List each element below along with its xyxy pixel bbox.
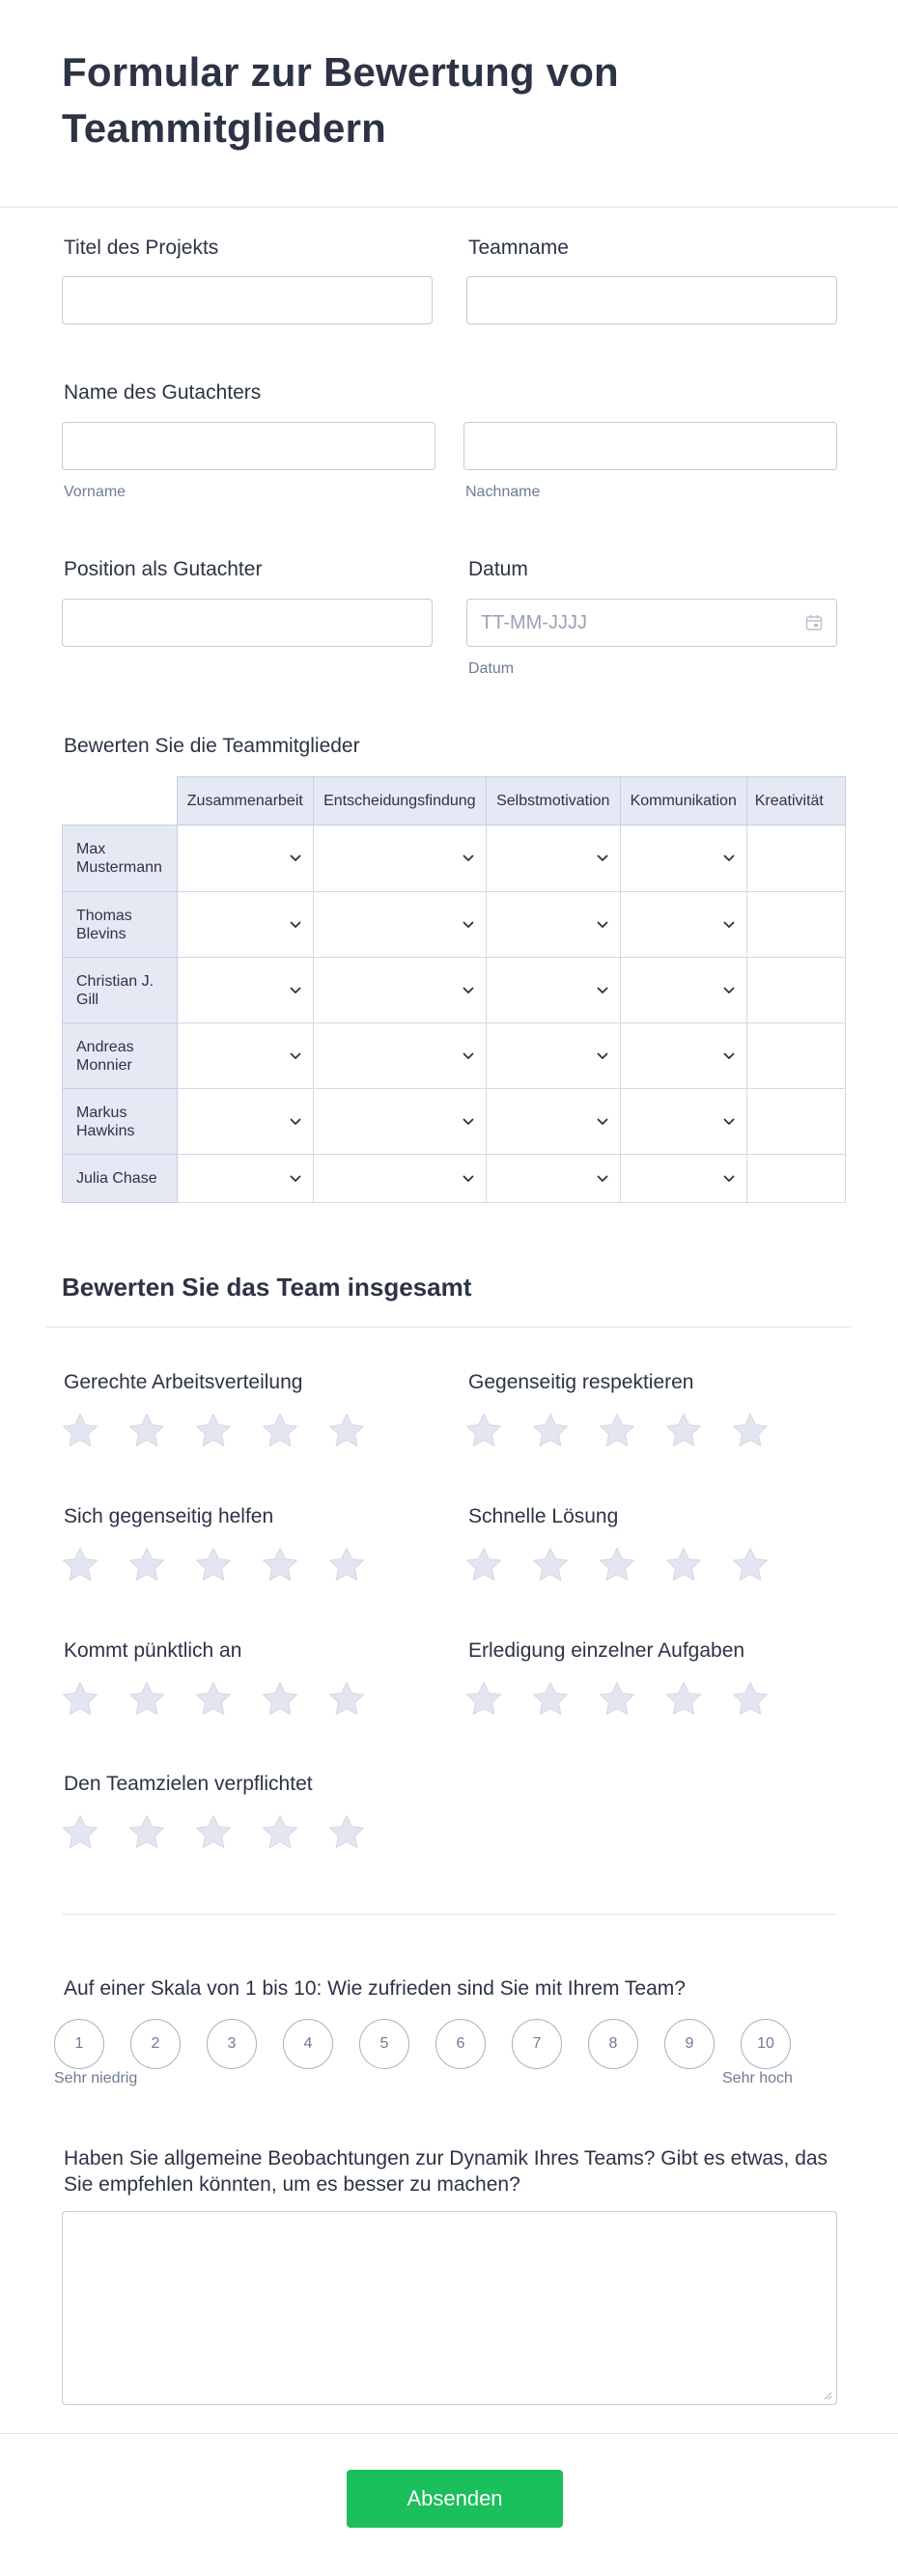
matrix-select[interactable] <box>486 1023 620 1089</box>
rating-label: Gegenseitig respektieren <box>468 1371 694 1393</box>
matrix-select[interactable] <box>313 958 486 1023</box>
matrix-row <box>63 1023 846 1089</box>
star-icon[interactable] <box>731 1412 770 1450</box>
chevron-down-icon <box>290 921 301 929</box>
star-icon[interactable] <box>464 1546 503 1584</box>
star-icon[interactable] <box>194 1412 233 1450</box>
star-rating[interactable] <box>464 1546 770 1584</box>
chevron-down-icon <box>290 1052 301 1060</box>
matrix-select[interactable] <box>313 826 486 892</box>
matrix-corner <box>63 777 178 826</box>
matrix-row-header: Andreas Monnier <box>63 1023 178 1089</box>
matrix-column-header: Entscheidungsfindung <box>313 777 486 826</box>
project-title-input[interactable] <box>63 277 432 323</box>
scale-low-label: Sehr niedrig <box>54 2070 138 2086</box>
star-rating[interactable] <box>464 1412 770 1450</box>
matrix-row-header: Christian J. Gill <box>63 958 178 1023</box>
observations-field[interactable] <box>62 2211 837 2405</box>
star-icon[interactable] <box>194 1680 233 1719</box>
matrix-select[interactable] <box>177 892 313 958</box>
matrix-select[interactable] <box>313 1155 486 1203</box>
chevron-down-icon <box>290 854 301 862</box>
last-name-sublabel: Nachname <box>465 484 541 500</box>
last-name-field[interactable] <box>463 422 837 470</box>
section-divider <box>62 1914 837 1915</box>
form-title: Formular zur Bewertung von Teammitgliedern <box>62 49 619 151</box>
rating-label: Kommt pünktlich an <box>64 1639 242 1662</box>
member-rating-matrix[interactable] <box>62 776 846 1203</box>
star-icon[interactable] <box>598 1680 636 1719</box>
star-icon[interactable] <box>61 1680 99 1719</box>
rating-label: Den Teamzielen verpflichtet <box>64 1773 313 1795</box>
matrix-select[interactable] <box>177 1023 313 1089</box>
matrix-select[interactable] <box>746 1155 845 1203</box>
rating-label: Sich gegenseitig helfen <box>64 1505 274 1527</box>
date-sublabel: Datum <box>468 660 515 677</box>
star-rating[interactable] <box>61 1546 366 1584</box>
scale-label: Auf einer Skala von 1 bis 10: Wie zufrieden sind Sie mit Ihrem Team? <box>64 1977 686 2000</box>
scale-option[interactable]: 1 <box>54 2019 104 2069</box>
chevron-down-icon <box>723 921 735 929</box>
star-icon[interactable] <box>127 1813 166 1852</box>
matrix-select[interactable] <box>313 892 486 958</box>
team-name-label: Teamname <box>468 237 569 259</box>
matrix-select[interactable] <box>620 1155 746 1203</box>
satisfaction-scale[interactable] <box>54 2019 791 2069</box>
team-name-field[interactable] <box>466 276 837 324</box>
matrix-select[interactable] <box>620 958 746 1023</box>
scale-option[interactable]: 8 <box>588 2019 638 2069</box>
matrix-select[interactable] <box>177 1155 313 1203</box>
matrix-row <box>63 892 846 958</box>
scale-option[interactable]: 9 <box>664 2019 715 2069</box>
star-icon[interactable] <box>61 1412 99 1450</box>
chevron-down-icon <box>723 987 735 994</box>
rating-label: Schnelle Lösung <box>468 1505 619 1527</box>
chevron-down-icon <box>723 1175 735 1183</box>
matrix-row-header: Julia Chase <box>63 1155 178 1203</box>
matrix-column-header: Kommunikation <box>620 777 746 826</box>
star-rating[interactable] <box>61 1680 366 1719</box>
scale-option[interactable]: 5 <box>359 2019 409 2069</box>
matrix-row-header: Thomas Blevins <box>63 892 178 958</box>
chevron-down-icon <box>463 921 474 929</box>
matrix-select[interactable] <box>313 1023 486 1089</box>
matrix-column-header: Kreativität <box>746 777 845 826</box>
reviewer-position-input[interactable] <box>63 600 432 646</box>
team-section-title: Bewerten Sie das Team insgesamt <box>62 1273 472 1302</box>
first-name-field[interactable] <box>62 422 435 470</box>
star-icon[interactable] <box>127 1412 166 1450</box>
matrix-column-header: Selbstmotivation <box>486 777 620 826</box>
project-title-field[interactable] <box>62 276 433 324</box>
observations-textarea[interactable] <box>63 2212 836 2404</box>
matrix-select[interactable] <box>620 826 746 892</box>
matrix-select[interactable] <box>177 826 313 892</box>
star-icon[interactable] <box>327 1412 366 1450</box>
matrix-row-header: Markus Hawkins <box>63 1089 178 1155</box>
chevron-down-icon <box>723 1052 735 1060</box>
chevron-down-icon <box>597 1052 608 1060</box>
matrix-row <box>63 826 846 892</box>
observations-label: Haben Sie allgemeine Beobachtungen zur Dynamik Ihres Teams? Gibt es etwas, das Sie empfehlen könnten, um es besser zu machen? <box>64 2147 828 2196</box>
star-icon[interactable] <box>261 1412 299 1450</box>
matrix-table <box>62 776 846 1203</box>
star-rating[interactable] <box>61 1412 366 1450</box>
star-icon[interactable] <box>664 1546 703 1584</box>
matrix-select[interactable] <box>746 1023 845 1089</box>
calendar-icon[interactable] <box>805 614 823 631</box>
star-icon[interactable] <box>261 1680 299 1719</box>
last-name-input[interactable] <box>464 423 836 469</box>
star-icon[interactable] <box>327 1546 366 1584</box>
chevron-down-icon <box>290 1175 301 1183</box>
project-title-label: Titel des Projekts <box>64 237 219 259</box>
matrix-row-header: Max Mustermann <box>63 826 178 892</box>
matrix-select[interactable] <box>746 1089 845 1155</box>
scale-option[interactable]: 6 <box>435 2019 486 2069</box>
star-icon[interactable] <box>194 1813 233 1852</box>
star-icon[interactable] <box>261 1546 299 1584</box>
chevron-down-icon <box>463 987 474 994</box>
matrix-select[interactable] <box>620 1023 746 1089</box>
chevron-down-icon <box>597 921 608 929</box>
star-icon[interactable] <box>731 1680 770 1719</box>
date-input[interactable] <box>467 600 836 646</box>
reviewer-position-label: Position als Gutachter <box>64 558 263 580</box>
matrix-column-header: Zusammenarbeit <box>177 777 313 826</box>
date-label: Datum <box>468 558 528 580</box>
matrix-row <box>63 1155 846 1203</box>
matrix-select[interactable] <box>620 1089 746 1155</box>
star-icon[interactable] <box>598 1412 636 1450</box>
chevron-down-icon <box>463 1175 474 1183</box>
form-header <box>0 0 898 208</box>
chevron-down-icon <box>723 1118 735 1126</box>
reviewer-position-field[interactable] <box>62 599 433 647</box>
matrix-select[interactable] <box>486 958 620 1023</box>
chevron-down-icon <box>463 1118 474 1126</box>
chevron-down-icon <box>463 854 474 862</box>
rating-label: Erledigung einzelner Aufgaben <box>468 1639 745 1662</box>
star-icon[interactable] <box>327 1813 366 1852</box>
chevron-down-icon <box>723 854 735 862</box>
matrix-select[interactable] <box>746 958 845 1023</box>
first-name-input[interactable] <box>63 423 435 469</box>
star-icon[interactable] <box>61 1546 99 1584</box>
star-icon[interactable] <box>598 1546 636 1584</box>
scale-option[interactable]: 2 <box>130 2019 181 2069</box>
chevron-down-icon <box>597 854 608 862</box>
matrix-select[interactable] <box>620 892 746 958</box>
star-icon[interactable] <box>531 1680 570 1719</box>
scale-option[interactable]: 7 <box>512 2019 562 2069</box>
scale-option[interactable]: 10 <box>741 2019 791 2069</box>
matrix-select[interactable] <box>486 892 620 958</box>
star-icon[interactable] <box>664 1680 703 1719</box>
matrix-select[interactable] <box>486 1089 620 1155</box>
chevron-down-icon <box>290 1118 301 1126</box>
star-icon[interactable] <box>261 1813 299 1852</box>
matrix-select[interactable] <box>486 1155 620 1203</box>
matrix-select[interactable] <box>313 1089 486 1155</box>
star-icon[interactable] <box>464 1680 503 1719</box>
matrix-row <box>63 958 846 1023</box>
date-field[interactable] <box>466 599 837 647</box>
matrix-select[interactable] <box>177 958 313 1023</box>
chevron-down-icon <box>597 1175 608 1183</box>
star-icon[interactable] <box>531 1546 570 1584</box>
star-rating[interactable] <box>464 1680 770 1719</box>
chevron-down-icon <box>463 1052 474 1060</box>
star-rating[interactable] <box>61 1813 366 1852</box>
resize-grip-icon[interactable] <box>823 2391 832 2400</box>
scale-option[interactable]: 4 <box>283 2019 333 2069</box>
submit-button[interactable]: Absenden <box>347 2470 563 2528</box>
star-icon[interactable] <box>327 1680 366 1719</box>
star-icon[interactable] <box>194 1546 233 1584</box>
star-icon[interactable] <box>731 1546 770 1584</box>
chevron-down-icon <box>597 987 608 994</box>
rating-label: Gerechte Arbeitsverteilung <box>64 1371 303 1393</box>
team-name-input[interactable] <box>467 277 836 323</box>
star-icon[interactable] <box>61 1813 99 1852</box>
star-icon[interactable] <box>531 1412 570 1450</box>
reviewer-name-label: Name des Gutachters <box>64 381 262 404</box>
star-icon[interactable] <box>464 1412 503 1450</box>
chevron-down-icon <box>597 1118 608 1126</box>
star-icon[interactable] <box>127 1546 166 1584</box>
matrix-select[interactable] <box>486 826 620 892</box>
star-icon[interactable] <box>127 1680 166 1719</box>
section-divider <box>46 1327 852 1328</box>
matrix-select[interactable] <box>746 826 845 892</box>
first-name-sublabel: Vorname <box>64 484 126 500</box>
chevron-down-icon <box>290 987 301 994</box>
matrix-row <box>63 1089 846 1155</box>
star-icon[interactable] <box>664 1412 703 1450</box>
matrix-select[interactable] <box>177 1089 313 1155</box>
scale-option[interactable]: 3 <box>207 2019 257 2069</box>
scale-high-label: Sehr hoch <box>722 2070 793 2086</box>
matrix-label: Bewerten Sie die Teammitglieder <box>64 735 360 757</box>
matrix-select[interactable] <box>746 892 845 958</box>
